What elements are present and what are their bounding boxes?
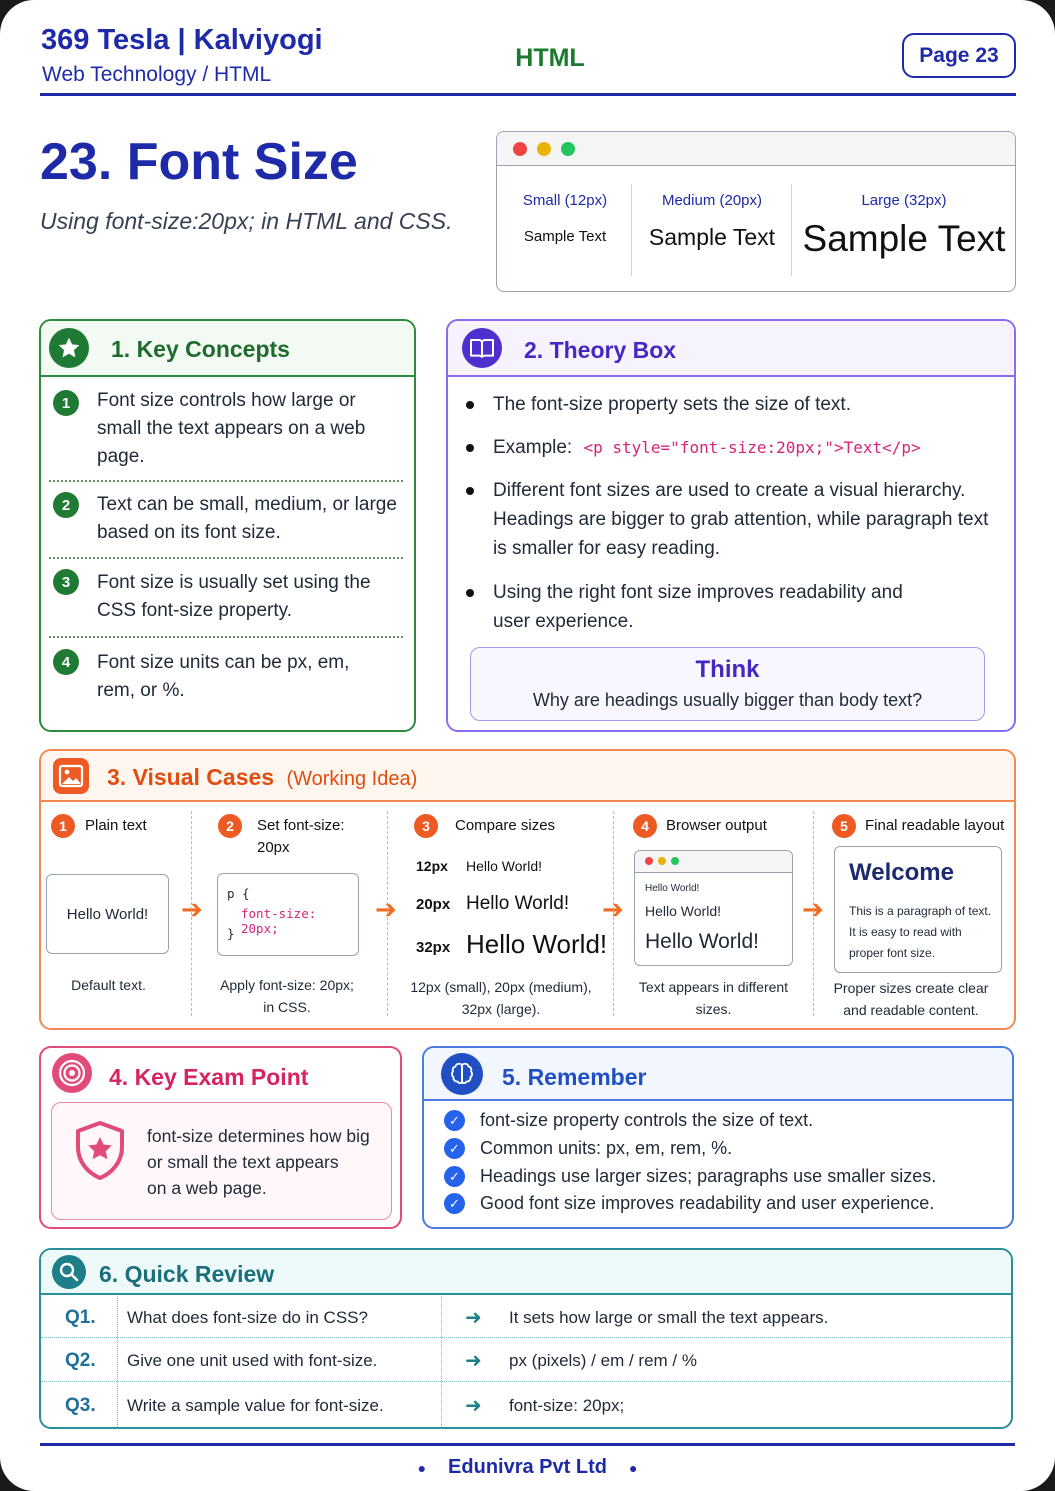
plain-text-box: Hello World!	[46, 874, 169, 954]
sample-medium-text: Sample Text	[648, 224, 776, 250]
sample-divider	[631, 184, 632, 276]
layout-heading: Welcome	[849, 859, 954, 886]
caption-line: 32px (large).	[461, 1001, 541, 1017]
image-icon	[53, 758, 89, 794]
arrow-right-icon: ➔	[602, 894, 624, 924]
sample-small-text: Sample Text	[523, 228, 607, 245]
exam-inner-box	[51, 1102, 392, 1220]
concept-number: 2	[53, 492, 79, 518]
step-number: 4	[633, 814, 657, 838]
size-sample: Hello World!	[466, 858, 542, 874]
key-concepts-card	[39, 319, 416, 732]
maximize-dot-icon	[561, 142, 575, 156]
concept-text: Font size is usually set using the CSS font-size property.	[97, 572, 371, 621]
think-title: Think	[695, 656, 760, 683]
arrow-right-icon: ➔	[375, 894, 397, 924]
question-text: Write a sample value for font-size.	[127, 1396, 384, 1415]
bullet	[466, 444, 474, 452]
quick-review-header	[41, 1250, 1011, 1295]
concept-separator	[49, 636, 403, 638]
maximize-dot-icon	[671, 857, 679, 865]
exam-line: font-size determines how big	[147, 1126, 370, 1146]
size-sample: Hello World!	[466, 929, 608, 959]
target-icon	[52, 1053, 92, 1093]
step-separator	[613, 811, 614, 1016]
sample-large	[795, 166, 1013, 291]
caption-line: 12px (small), 20px (medium),	[410, 979, 592, 995]
brain-icon	[441, 1053, 483, 1095]
footer-company: Edunivra Pvt Ltd	[448, 1456, 607, 1478]
readable-layout-box	[834, 846, 1002, 973]
mini-titlebar	[635, 851, 792, 873]
sample-medium	[635, 166, 789, 291]
code-line: }	[227, 926, 235, 941]
arrow-right-icon: ➔	[181, 894, 203, 924]
brand-title: 369 Tesla | Kalviyogi	[41, 24, 323, 56]
exam-line: or small the text appears	[147, 1152, 339, 1172]
quick-review-title: 6. Quick Review	[99, 1261, 275, 1287]
question-number: Q3.	[65, 1395, 96, 1416]
exam-text	[147, 1123, 370, 1201]
step-label: Compare sizes	[455, 817, 556, 834]
css-code-box	[217, 873, 359, 956]
step-caption	[626, 976, 801, 1020]
arrow-right-icon: ➜	[465, 1307, 482, 1329]
step-separator	[813, 811, 814, 1016]
code-line: font-size: 20px;	[241, 906, 317, 936]
caption-line: Text appears in different	[638, 979, 789, 995]
step-separator	[387, 811, 388, 1016]
close-dot-icon	[645, 857, 653, 865]
caption-line: Proper sizes create clear	[833, 980, 989, 996]
concept-text: Text can be small, medium, or large based on its font size.	[97, 494, 397, 543]
theory-card	[446, 319, 1016, 732]
minimize-dot-icon	[537, 142, 551, 156]
paragraph-line: This is a paragraph of text.	[849, 904, 992, 918]
footer	[0, 1456, 1055, 1479]
theory-bullet-3: Different font sizes are used to create a visual hierarchy. Headings are bigger to grab attention, while paragraph text is smaller for easy reading.	[493, 480, 989, 559]
row-divider	[41, 1381, 1011, 1382]
page-title: 23. Font Size	[40, 133, 358, 191]
footer-divider	[40, 1443, 1015, 1446]
footer-dot-icon: ●	[417, 1459, 427, 1476]
minimize-dot-icon	[658, 857, 666, 865]
question-text: What does font-size do in CSS?	[127, 1308, 368, 1327]
remember-card	[422, 1046, 1014, 1229]
visual-cases-header	[41, 751, 1014, 802]
quick-review-card	[39, 1248, 1013, 1429]
example-label: Example:	[493, 437, 573, 458]
code-line: p {	[227, 886, 250, 901]
arrow-right-icon: ➜	[465, 1350, 482, 1372]
visual-cases-title-text: 3. Visual Cases	[107, 764, 275, 790]
review-row	[41, 1295, 1011, 1339]
step-label: Set font-size:	[257, 817, 345, 834]
arrow-right-icon: ➔	[802, 894, 824, 924]
concept-number: 3	[53, 569, 79, 595]
caption-line: sizes.	[695, 1001, 732, 1017]
book-icon	[462, 328, 502, 368]
question-number: Q1.	[65, 1307, 96, 1328]
concept-separator	[49, 557, 403, 559]
step-number: 2	[218, 814, 242, 838]
sample-large-label: Large (32px)	[861, 192, 947, 209]
step-number: 1	[51, 814, 75, 838]
think-box	[470, 647, 985, 721]
step-label: Final readable layout	[865, 817, 1005, 834]
concept-number: 4	[53, 649, 79, 675]
caption-line: in CSS.	[263, 999, 311, 1015]
size-label: 32px	[416, 939, 451, 956]
concept-text: Font size units can be px, em, rem, or %.	[97, 652, 350, 701]
answer-text: It sets how large or small the text appears.	[509, 1308, 829, 1327]
concept-separator	[49, 480, 403, 482]
arrow-right-icon: ➜	[465, 1395, 482, 1417]
step-label: Browser output	[666, 817, 767, 834]
concept-number: 1	[53, 390, 79, 416]
size-label: 20px	[416, 896, 451, 913]
step-caption	[399, 976, 603, 1020]
close-dot-icon	[513, 142, 527, 156]
output-medium: Hello World!	[645, 903, 721, 919]
remember-item: Good font size improves readability and user experience.	[480, 1193, 935, 1213]
shield-star-icon	[70, 1119, 130, 1188]
theory-bullet-2	[493, 433, 993, 462]
sample-small-label: Small (12px)	[522, 192, 608, 209]
header-divider	[40, 93, 1016, 96]
question-text: Give one unit used with font-size.	[127, 1351, 378, 1370]
step-caption	[206, 974, 368, 1018]
theory-bullet-1: The font-size property sets the size of text.	[493, 394, 851, 415]
step-separator	[191, 811, 192, 1016]
caption-line: Apply font-size: 20px;	[220, 977, 354, 993]
check-icon: ✓	[444, 1110, 465, 1131]
bullet	[466, 589, 474, 597]
theory-title: 2. Theory Box	[524, 337, 677, 363]
check-icon: ✓	[444, 1138, 465, 1159]
caption-line: and readable content.	[843, 1002, 979, 1018]
key-concepts-header	[41, 321, 414, 377]
paragraph-line: It is easy to read with	[849, 925, 962, 939]
remember-header	[424, 1048, 1012, 1101]
sample-large-text: Sample Text	[802, 218, 1006, 259]
remember-item: Headings use larger sizes; paragraphs use smaller sizes.	[480, 1166, 937, 1186]
step-number: 5	[832, 814, 856, 838]
step-label: Plain text	[85, 817, 147, 834]
search-icon	[52, 1255, 86, 1289]
footer-dot-icon: ●	[628, 1459, 638, 1476]
sample-medium-label: Medium (20px)	[661, 192, 763, 209]
check-icon: ✓	[444, 1193, 465, 1214]
browser-titlebar	[497, 132, 1015, 166]
sample-divider	[791, 184, 792, 276]
step-caption: Default text.	[71, 977, 146, 993]
paragraph-line: proper font size.	[849, 946, 936, 960]
output-small: Hello World!	[645, 883, 700, 894]
theory-bullet-4: Using the right font size improves readability and user experience.	[493, 582, 903, 632]
remember-title: 5. Remember	[502, 1064, 647, 1090]
concept-text: Font size controls how large or small the text appears on a web page.	[97, 390, 366, 467]
exam-point-card	[39, 1046, 402, 1229]
review-row	[41, 1383, 1011, 1427]
step-label: 20px	[257, 839, 290, 856]
exam-title: 4. Key Exam Point	[109, 1064, 309, 1090]
remember-item: font-size property controls the size of text.	[480, 1110, 814, 1130]
answer-text: px (pixels) / em / rem / %	[509, 1351, 697, 1370]
visual-cases-card	[39, 749, 1016, 1030]
check-icon: ✓	[444, 1166, 465, 1187]
review-row	[41, 1338, 1011, 1382]
step-number: 3	[414, 814, 438, 838]
step-caption	[821, 977, 1001, 1021]
answer-text: font-size: 20px;	[509, 1396, 625, 1415]
visual-cases-title	[107, 764, 417, 791]
think-question: Why are headings usually bigger than body text?	[532, 690, 923, 710]
page-badge: Page 23	[902, 33, 1016, 78]
center-title: HTML	[515, 44, 585, 72]
theory-header	[448, 321, 1014, 377]
page-subtitle: Using font-size:20px; in HTML and CSS.	[40, 208, 453, 234]
browser-output-window	[634, 850, 793, 966]
visual-cases-note: (Working Idea)	[286, 768, 418, 790]
bullet	[466, 487, 474, 495]
example-code: <p style="font-size:20px;">Text</p>	[583, 438, 921, 457]
question-number: Q2.	[65, 1350, 96, 1371]
star-icon	[49, 328, 89, 368]
font-size-sample-window	[496, 131, 1016, 292]
layout-paragraph	[849, 901, 991, 964]
size-sample: Hello World!	[466, 893, 570, 914]
exam-line: on a web page.	[147, 1178, 267, 1198]
bullet	[466, 401, 474, 409]
remember-item: Common units: px, em, rem, %.	[480, 1138, 733, 1158]
sample-small	[503, 166, 627, 291]
key-concepts-title: 1. Key Concepts	[111, 336, 290, 362]
size-label: 12px	[416, 858, 448, 874]
brand-subtitle: Web Technology / HTML	[42, 63, 272, 86]
output-large: Hello World!	[645, 930, 759, 953]
